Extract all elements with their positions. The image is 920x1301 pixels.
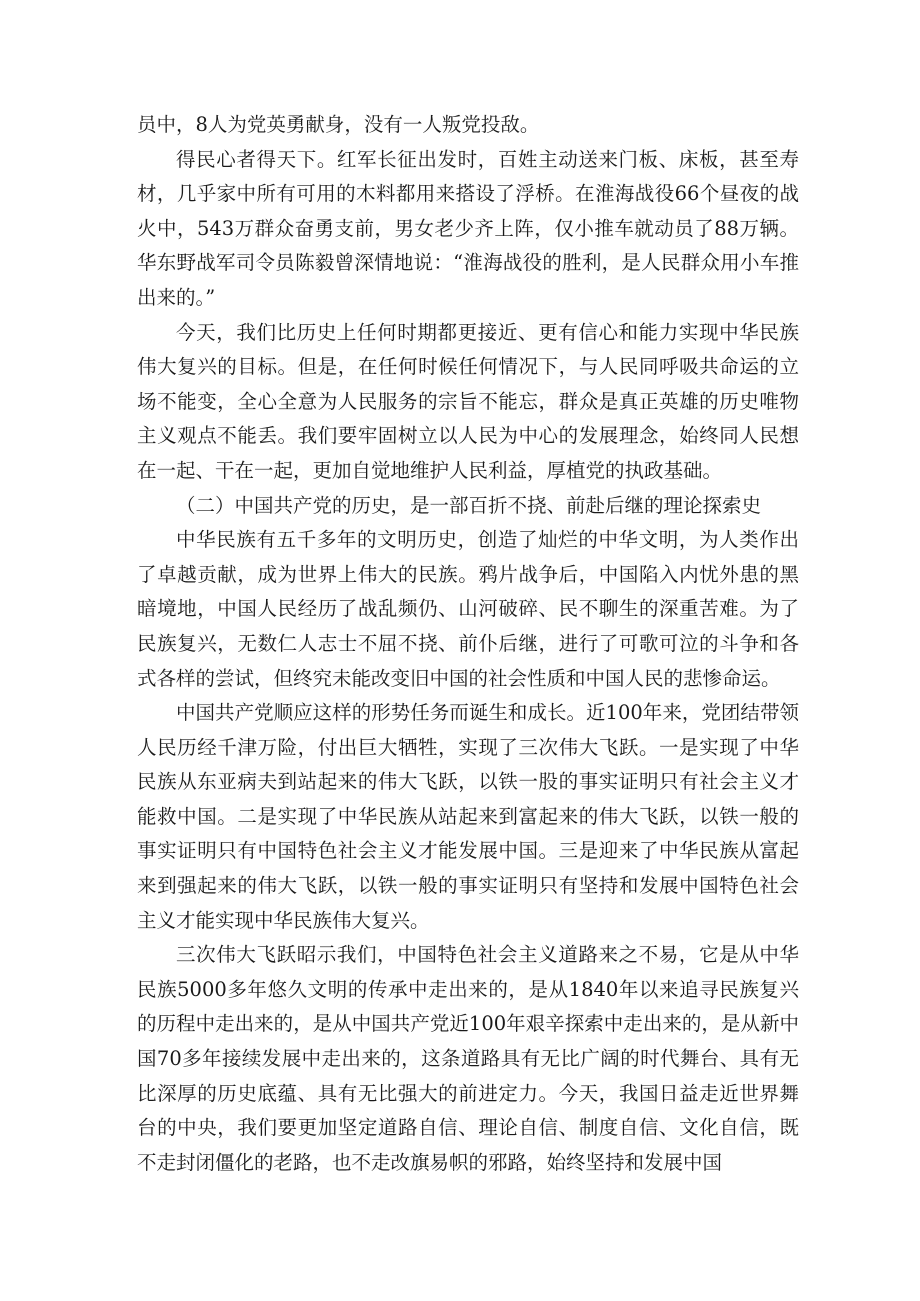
paragraph-path-confidence: 三次伟大飞跃昭示我们，中国特色社会主义道路来之不易，它是从中华民族5000多年悠久文明的传承中走出来的，是从1840年以来追寻民族复兴的历程中走出来的，是从中国共产党近100年艰辛探索中走出来的，是从新中国70多年接续发展中走出来的，这条道路具有无比广阔的时代舞台、具有无比深厚的历史底蕴、具有无比强大的前进定力。今天，我国日益走近世界舞台的中央，我们要更加坚定道路自信、理论自信、制度自信、文化自信，既不走封闭僵化的老路，也不走改旗易帜的邪路，始终坚持和发展中国 <box>137 943 799 1174</box>
paragraph-civilization-history: 中华民族有五千多年的文明历史，创造了灿烂的中华文明，为人类作出了卓越贡献，成为世界上伟大的民族。鸦片战争后，中国陷入内忧外患的黑暗境地，中国人民经历了战乱频仍、山河破碎、民不聊生的深重苦难。为了民族复兴，无数仁人志士不屈不挠、前仆后继，进行了可歌可泣的斗争和各式各样的尝试，但终究未能改变旧中国的社会性质和中国人民的悲惨命运。 <box>137 528 799 690</box>
paragraph-three-leaps: 中国共产党顺应这样的形势任务而诞生和成长。近100年来，党团结带领人民历经千津万险，付出巨大牺牲，实现了三次伟大飞跃。一是实现了中华民族从东亚病夫到站起来的伟大飞跃，以铁一股的事实证明只有社会主义才能救中国。二是实现了中华民族从站起来到富起来的伟大飞跃，以铁一般的事实证明只有中国特色社会主义才能发展中国。三是迎来了中华民族从富起来到强起来的伟大飞跃，以铁一般的事实证明只有坚持和发展中国特色社会主义才能实现中华民族伟大复兴。 <box>137 701 799 932</box>
paragraph-continuation: 员中，8人为党英勇献身，没有一人叛党投敌。 <box>137 113 540 136</box>
paragraph-today-rejuvenation: 今天，我们比历史上任何时期都更接近、更有信心和能力实现中华民族伟大复兴的目标。但是，在任何时候任何情况下，与人民同呼吸共命运的立场不能变，全心全意为人民服务的宗旨不能忘，群众是真正英雄的历史唯物主义观点不能丢。我们要牢固树立以人民为中心的发展理念，始终同人民想在一起、干在一起，更加自觉地维护人民利益，厚植党的执政基础。 <box>137 320 799 482</box>
paragraph-mass-support: 得民心者得天下。红军长征出发时，百姓主动送来门板、床板，甚至寿材，几乎家中所有可用的木料都用来搭设了浮桥。在淮海战役66个昼夜的战火中，543万群众奋勇支前，男女老少齐上阵，仅小推车就动员了88万辆。华东野战军司令员陈毅曾深情地说：“淮海战役的胜利，是人民群众用小车推出来的。” <box>137 147 799 309</box>
document-body <box>137 108 799 1180</box>
section-heading: （二）中国共产党的历史，是一部百折不挠、前赴后继的理论探索史 <box>176 493 762 517</box>
